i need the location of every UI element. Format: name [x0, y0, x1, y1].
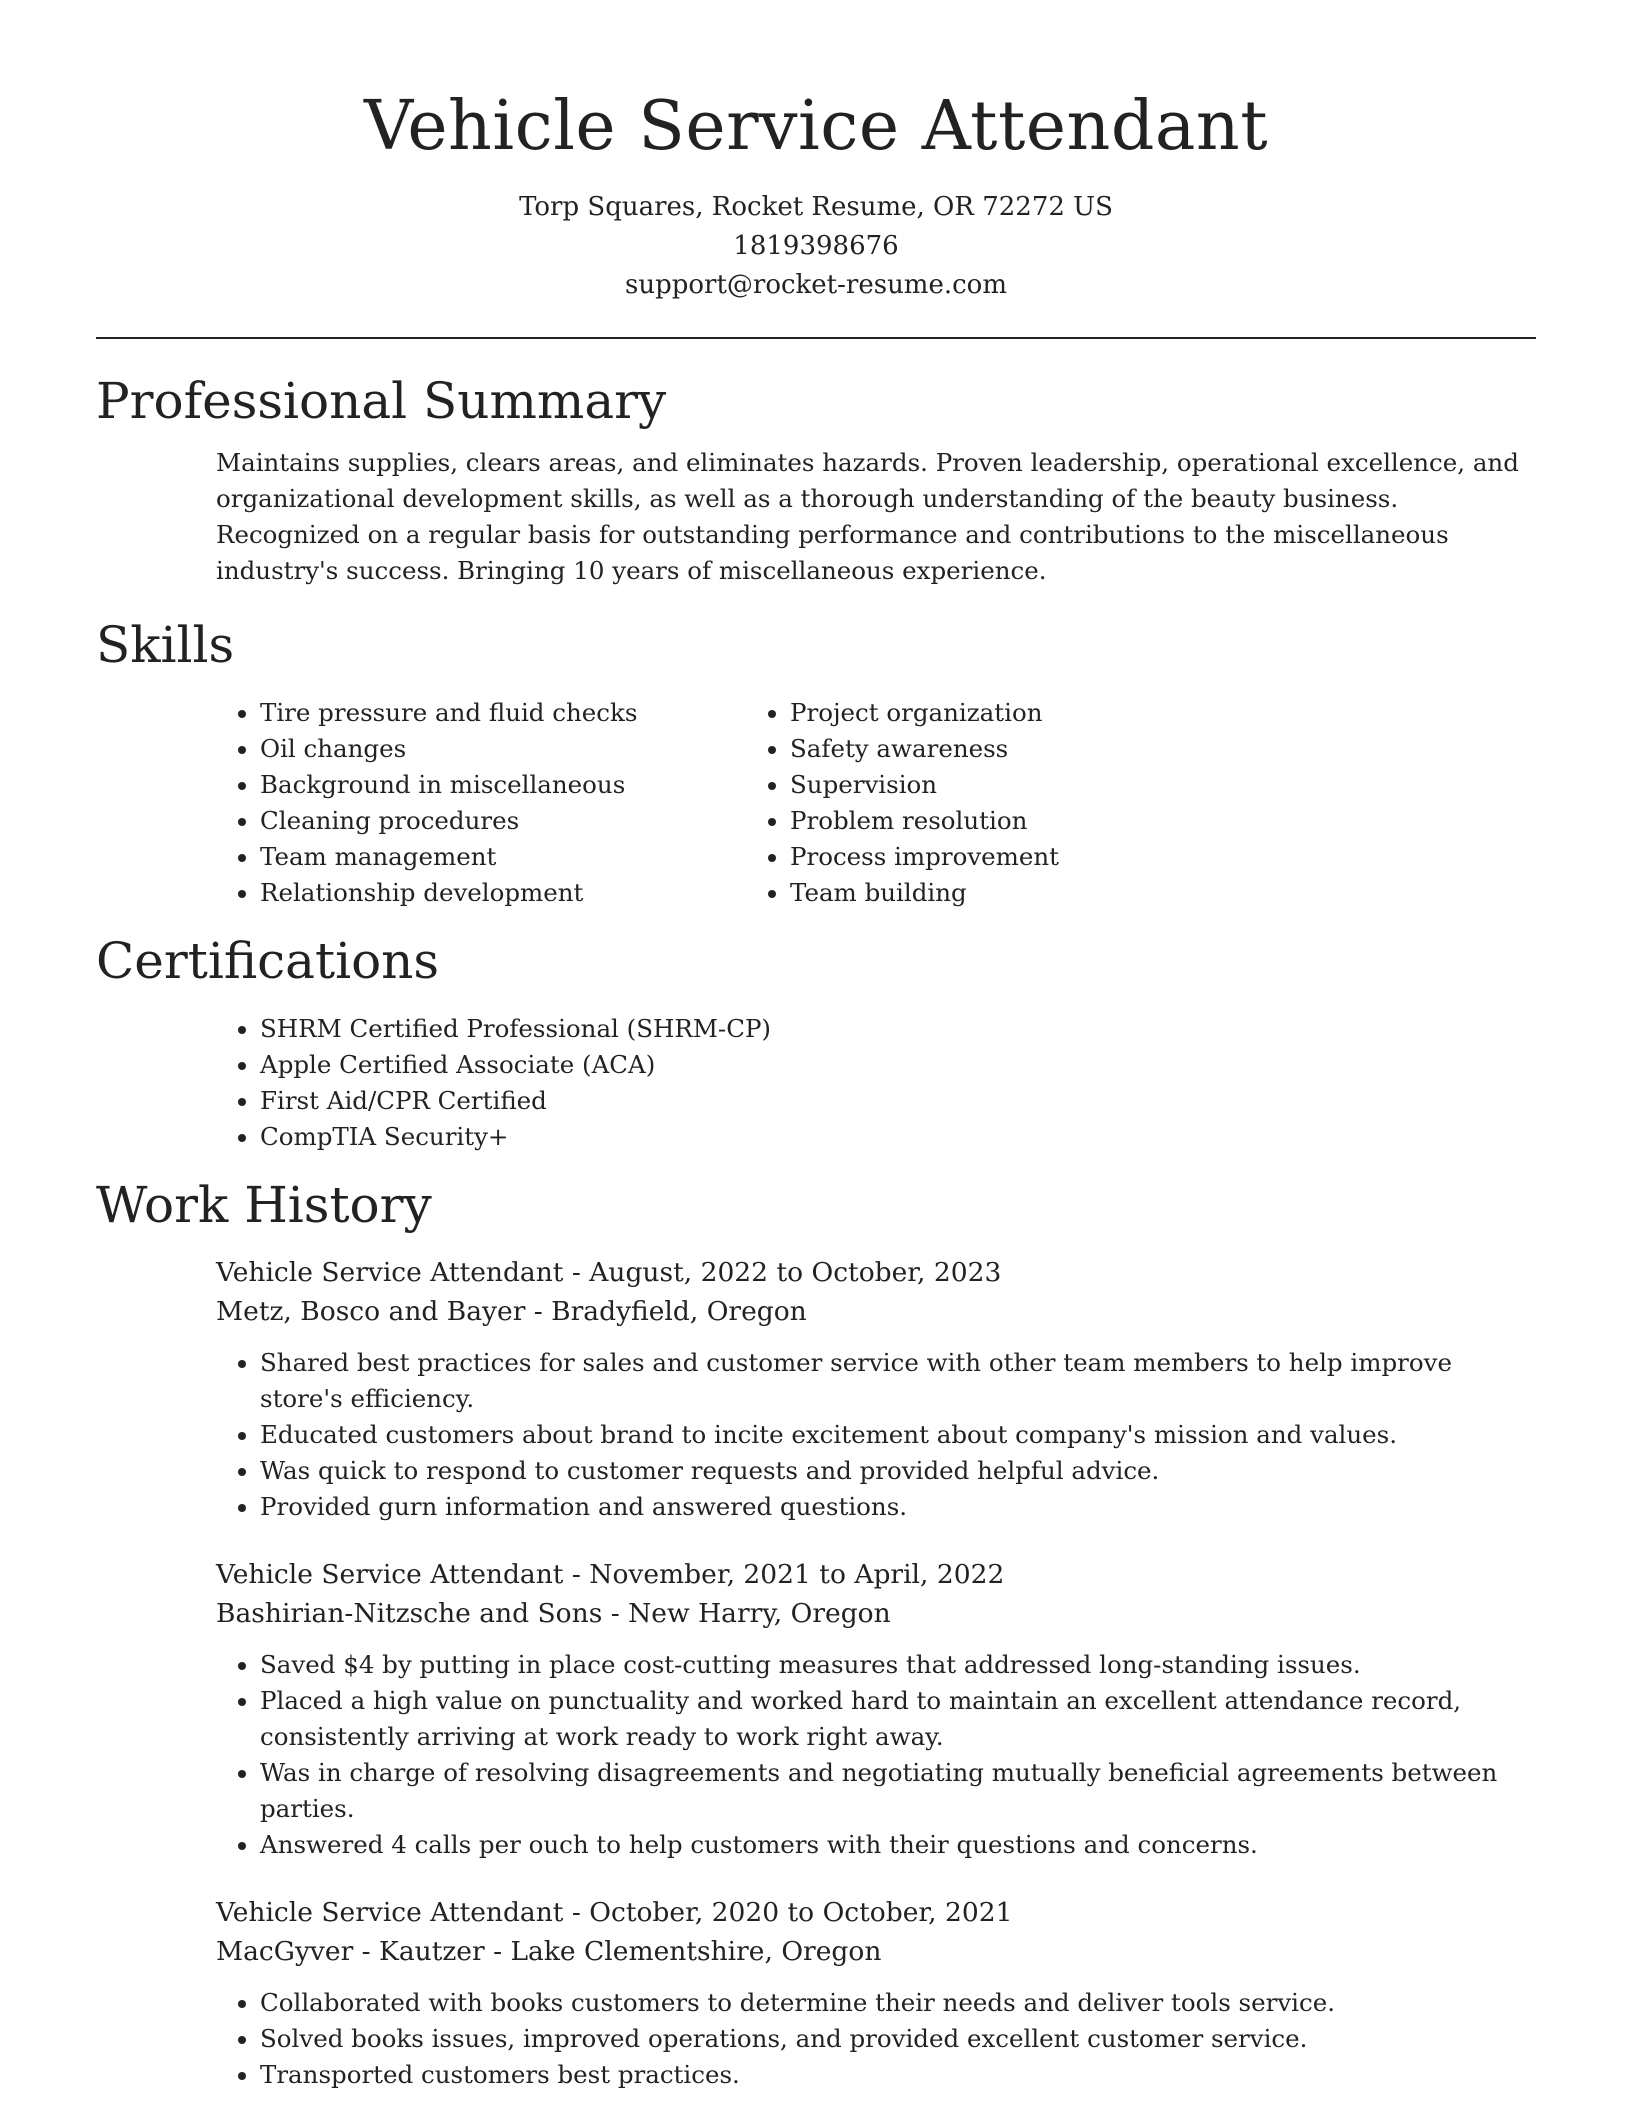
list-item: • Shared best practices for sales and customer service with other team members to help improve store's efficiency.	[260, 1345, 1536, 1417]
list-item: • Project organization	[790, 695, 1396, 731]
work-history-heading: Work History	[96, 1176, 432, 1234]
list-item: • Team management	[260, 839, 746, 875]
list-item: • Answered 4 calls per ouch to help customers with their questions and concerns.	[260, 1827, 1536, 1863]
job-entry	[216, 1555, 1536, 1863]
phone: 1819398676	[733, 231, 899, 261]
list-item: • Background in miscellaneous	[260, 767, 746, 803]
list-item: • First Aid/CPR Certified	[260, 1083, 1536, 1119]
job-entry	[216, 1253, 1536, 1525]
certifications-section	[96, 931, 1536, 1155]
list-item: • Provided gurn information and answered questions.	[260, 1489, 1536, 1525]
list-item: • Cleaning procedures	[260, 803, 746, 839]
certifications-heading: Certifications	[96, 932, 440, 990]
header-divider	[96, 337, 1536, 339]
skills-list-left	[96, 695, 746, 911]
candidate-name: Vehicle Service Attendant	[363, 87, 1269, 166]
list-item: • Oil changes	[260, 731, 746, 767]
summary-section	[96, 371, 1536, 589]
skills-heading: Skills	[96, 616, 235, 674]
email: support@rocket-resume.com	[624, 270, 1007, 300]
list-item: • Collaborated with books customers to determine their needs and deliver tools service.	[260, 1985, 1536, 2021]
list-item: • SHRM Certified Professional (SHRM-CP)	[260, 1011, 1536, 1047]
job-company-line: MacGyver - Kautzer - Lake Clementshire, Oregon	[216, 1936, 882, 1967]
list-item: • Process improvement	[790, 839, 1396, 875]
skills-columns	[96, 695, 1536, 911]
list-item: • Was in charge of resolving disagreements and negotiating mutually beneficial agreements between parties.	[260, 1755, 1536, 1827]
list-item: • Educated customers about brand to incite excitement about company's mission and values.	[260, 1417, 1536, 1453]
work-history-section	[96, 1175, 1536, 2093]
address: Torp Squares, Rocket Resume, OR 72272 US	[519, 192, 1113, 222]
job-role-line: Vehicle Service Attendant - August, 2022 to October, 2023	[216, 1257, 1002, 1288]
contact-block	[96, 188, 1536, 305]
list-item: • Saved $4 by putting in place cost-cutting measures that addressed long-standing issues.	[260, 1647, 1536, 1683]
list-item: • Transported customers best practices.	[260, 2057, 1536, 2093]
job-role-line: Vehicle Service Attendant - October, 2020 to October, 2021	[216, 1897, 1013, 1928]
list-item: • Relationship development	[260, 875, 746, 911]
certifications-list	[96, 1011, 1536, 1155]
resume-page	[96, 0, 1536, 2093]
job-entry	[216, 1893, 1536, 2093]
list-item: • Team building	[790, 875, 1396, 911]
list-item: • CompTIA Security+	[260, 1119, 1536, 1155]
list-item: • Was quick to respond to customer requests and provided helpful advice.	[260, 1453, 1536, 1489]
list-item: • Problem resolution	[790, 803, 1396, 839]
summary-heading: Professional Summary	[96, 372, 667, 430]
resume-header	[96, 0, 1536, 305]
skills-section	[96, 615, 1536, 911]
summary-text: Maintains supplies, clears areas, and eliminates hazards. Proven leadership, operational excellence, and organizational development skills, as well as a thorough understanding of the beauty business. Recognized on a regular basis for outstanding performance and contributions to the miscellaneous industry's success. Bringing 10 years of miscellaneous experience.	[216, 448, 1519, 585]
job-company-line: Metz, Bosco and Bayer - Bradyfield, Oregon	[216, 1296, 807, 1327]
skills-list-right	[746, 695, 1396, 911]
list-item: • Safety awareness	[790, 731, 1396, 767]
job-bullets	[216, 1345, 1536, 1525]
list-item: • Tire pressure and fluid checks	[260, 695, 746, 731]
job-company-line: Bashirian-Nitzsche and Sons - New Harry, Oregon	[216, 1598, 891, 1629]
list-item: • Apple Certified Associate (ACA)	[260, 1047, 1536, 1083]
list-item: • Placed a high value on punctuality and worked hard to maintain an excellent attendance record, consistently arriving at work ready to work right away.	[260, 1683, 1536, 1755]
job-bullets	[216, 1985, 1536, 2093]
list-item: • Solved books issues, improved operations, and provided excellent customer service.	[260, 2021, 1536, 2057]
list-item: • Supervision	[790, 767, 1396, 803]
job-role-line: Vehicle Service Attendant - November, 2021 to April, 2022	[216, 1559, 1005, 1590]
job-bullets	[216, 1647, 1536, 1863]
